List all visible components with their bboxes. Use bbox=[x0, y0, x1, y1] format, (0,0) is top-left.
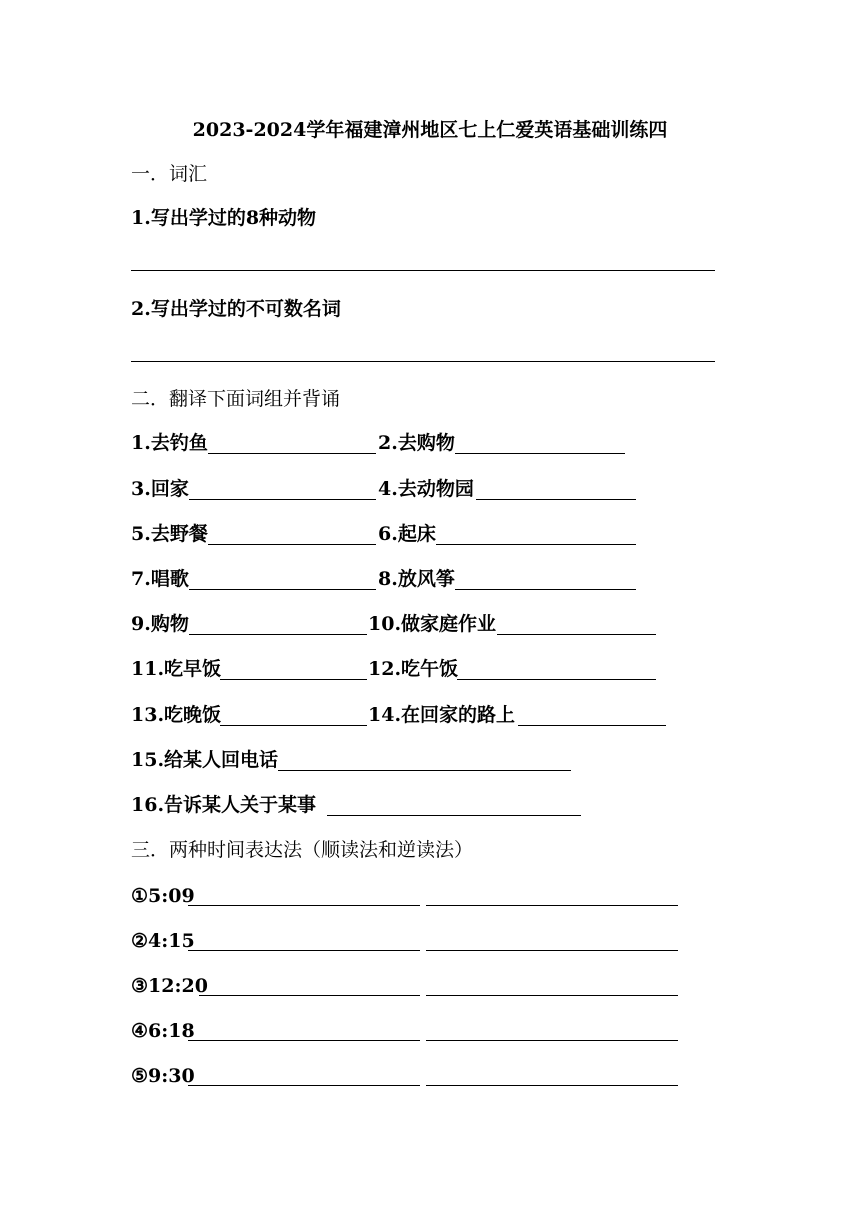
phrase-11-label: 11.吃早饭 bbox=[131, 658, 222, 680]
time-2-label: ②4:15 bbox=[131, 930, 195, 952]
phrase-14-answer-line[interactable] bbox=[518, 725, 666, 726]
question-2-label: 2.写出学过的不可数名词 bbox=[131, 298, 341, 320]
phrase-12-label: 12.吃午饭 bbox=[368, 658, 459, 680]
phrase-4-label: 4.去动物园 bbox=[378, 478, 474, 500]
time-3-reverse-line[interactable] bbox=[426, 995, 678, 996]
section-2-heading: 二．翻译下面词组并背诵 bbox=[131, 388, 341, 410]
section-3-heading: 三．两种时间表达法（顺读法和逆读法） bbox=[131, 839, 474, 861]
phrase-13-answer-line[interactable] bbox=[220, 725, 367, 726]
time-4-reverse-line[interactable] bbox=[426, 1040, 678, 1041]
phrase-7-answer-line[interactable] bbox=[189, 589, 376, 590]
phrase-9-answer-line[interactable] bbox=[189, 634, 367, 635]
time-1-forward-line[interactable] bbox=[188, 905, 420, 906]
time-1-reverse-line[interactable] bbox=[426, 905, 678, 906]
phrase-5-label: 5.去野餐 bbox=[131, 523, 208, 545]
question-1-label: 1.写出学过的8种动物 bbox=[131, 207, 317, 229]
phrase-10-label: 10.做家庭作业 bbox=[368, 613, 497, 635]
phrase-10-answer-line[interactable] bbox=[497, 634, 656, 635]
time-5-forward-line[interactable] bbox=[188, 1085, 420, 1086]
time-4-label: ④6:18 bbox=[131, 1020, 195, 1042]
question-1-answer-line[interactable] bbox=[131, 270, 715, 271]
page-title: 2023-2024学年福建漳州地区七上仁爱英语基础训练四 bbox=[192, 119, 668, 141]
time-2-forward-line[interactable] bbox=[188, 950, 420, 951]
phrase-12-answer-line[interactable] bbox=[457, 679, 656, 680]
time-1-label: ①5:09 bbox=[131, 885, 195, 907]
phrase-8-answer-line[interactable] bbox=[455, 589, 636, 590]
phrase-2-answer-line[interactable] bbox=[455, 453, 625, 454]
time-3-forward-line[interactable] bbox=[199, 995, 420, 996]
phrase-8-label: 8.放风筝 bbox=[378, 568, 455, 590]
section-1-heading: 一．词汇 bbox=[131, 163, 208, 185]
phrase-1-label: 1.去钓鱼 bbox=[131, 432, 208, 454]
phrase-13-label: 13.吃晚饭 bbox=[131, 704, 222, 726]
phrase-4-answer-line[interactable] bbox=[476, 499, 636, 500]
phrase-14-label: 14.在回家的路上 bbox=[368, 704, 516, 726]
question-2-answer-line[interactable] bbox=[131, 361, 715, 362]
phrase-1-answer-line[interactable] bbox=[208, 453, 376, 454]
phrase-16-label: 16.告诉某人关于某事 bbox=[131, 794, 317, 816]
time-3-label: ③12:20 bbox=[131, 975, 208, 997]
phrase-15-answer-line[interactable] bbox=[278, 770, 571, 771]
phrase-6-label: 6.起床 bbox=[378, 523, 436, 545]
phrase-9-label: 9.购物 bbox=[131, 613, 189, 635]
time-5-reverse-line[interactable] bbox=[426, 1085, 678, 1086]
time-2-reverse-line[interactable] bbox=[426, 950, 678, 951]
phrase-2-label: 2.去购物 bbox=[378, 432, 455, 454]
phrase-6-answer-line[interactable] bbox=[436, 544, 636, 545]
phrase-15-label: 15.给某人回电话 bbox=[131, 749, 279, 771]
phrase-5-answer-line[interactable] bbox=[208, 544, 376, 545]
phrase-7-label: 7.唱歌 bbox=[131, 568, 189, 590]
phrase-3-label: 3.回家 bbox=[131, 478, 189, 500]
phrase-11-answer-line[interactable] bbox=[220, 679, 367, 680]
time-4-forward-line[interactable] bbox=[188, 1040, 420, 1041]
phrase-16-answer-line[interactable] bbox=[327, 815, 581, 816]
phrase-3-answer-line[interactable] bbox=[189, 499, 376, 500]
time-5-label: ⑤9:30 bbox=[131, 1065, 195, 1087]
